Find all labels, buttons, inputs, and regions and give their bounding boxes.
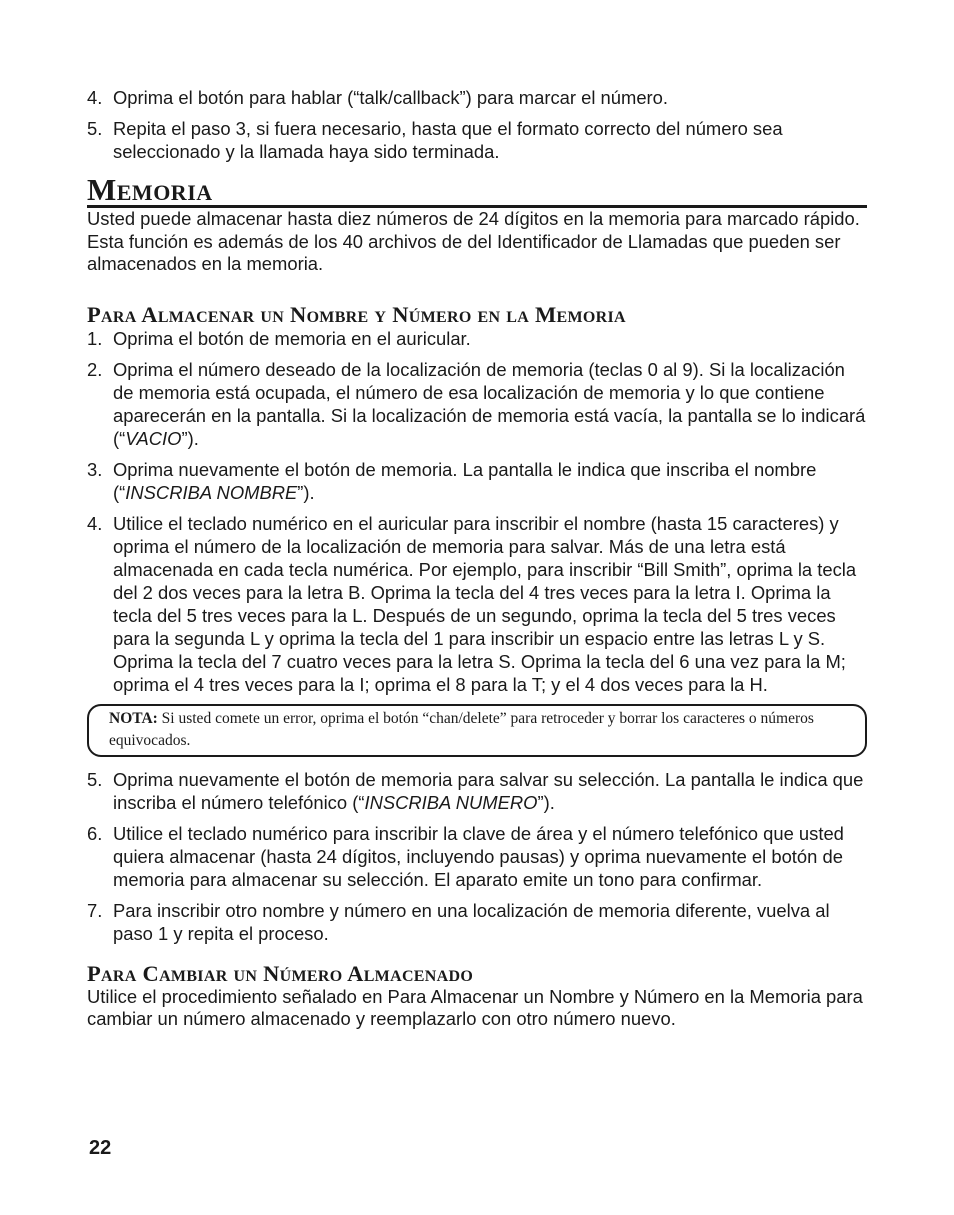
step-text: Oprima nuevamente el botón de memoria para salvar su selección. La pantalla le indica que inscriba el número telefónico (“ [113, 768, 864, 813]
display-message: INSCRIBA NOMBRE [125, 481, 298, 503]
step-text: Oprima el botón para hablar (“talk/callback”) para marcar el número. [113, 87, 669, 108]
step-text: Oprima nuevamente el botón de memoria. La pantalla le indica que inscriba el nombre (“ [113, 458, 817, 503]
note-box [87, 704, 867, 757]
change-heading: Para Cambiar un Número Almacenado [87, 960, 474, 986]
manual-page [87, 86, 867, 1031]
step-text: Oprima el botón de memoria en el auricular. [113, 327, 471, 349]
step-number: 6. [87, 822, 103, 844]
step-number: 7. [87, 899, 103, 921]
display-message: VACIO [125, 427, 182, 449]
step-number: 4. [87, 512, 103, 534]
store-step-4 [87, 512, 867, 696]
store-steps [87, 327, 867, 696]
step-text: Utilice el teclado numérico en el auricular para inscribir el nombre (hasta 15 caracteres) y oprima el número de la localización de memoria para salvar. Más de una letra está almacenada en cada tecla numérica. Por ejemplo, para inscribir “Bill Smith”, oprima la tecla del 2 dos veces para la letra B. Oprima la tecla del 4 tres veces para la letra I. Oprima la tecla del 5 tres veces para la L. Después de un segundo, oprima la tecla del 5 tres veces para la segunda L y oprima la tecla del 1 para inscribir un espacio entre las letras L y S. Oprima la tecla del 7 cuatro veces para la letra S. Oprima la tecla del 6 una vez para la M; oprima el 4 tres veces para la I; oprima el 8 para la T; y el 4 dos veces para la H. [113, 512, 857, 695]
step-number: 5. [87, 118, 103, 139]
step-number: 1. [87, 327, 103, 349]
step-text-end: ”). [297, 481, 315, 503]
step-text: Repita el paso 3, si fuera necesario, hasta que el formato correcto del número sea seleccionado y la llamada haya sido terminada. [113, 118, 783, 162]
step-number: 2. [87, 358, 103, 380]
intro-step-5 [87, 117, 867, 163]
store-step-7 [87, 899, 867, 945]
store-step-1 [87, 327, 867, 350]
store-steps-continued [87, 768, 867, 945]
step-text: Oprima el número deseado de la localización de memoria (teclas 0 al 9). Si la localización de memoria está ocupada, el número de esa localización de memoria y lo que contiene aparecerán en la pantalla. Si la localización de memoria está vacía, la pantalla se lo indicará (“ [113, 358, 866, 449]
page-number: 22 [89, 1137, 112, 1159]
store-step-2 [87, 358, 867, 450]
step-number: 3. [87, 458, 103, 480]
store-step-5 [87, 768, 867, 814]
step-text-end: ”). [537, 791, 555, 813]
intro-steps [87, 86, 867, 163]
note-text: Si usted comete un error, oprima el botón “chan/delete” para retroceder y borrar los caracteres o números equivocados. [109, 709, 814, 749]
store-step-6 [87, 822, 867, 891]
intro-step-4 [87, 86, 867, 109]
change-description: Utilice el procedimiento señalado en Para Almacenar un Nombre y Número en la Memoria para cambiar un número almacenado y reemplazarlo con otro número nuevo. [87, 985, 863, 1029]
store-heading: Para Almacenar un Nombre y Número en la Memoria [87, 301, 626, 327]
step-text: Utilice el teclado numérico para inscribir la clave de área y el número telefónico que usted quiera almacenar (hasta 24 dígitos, incluyendo pausas) y oprima nuevamente el botón de memoria para almacenar su selección. El aparato emite un tono para confirmar. [113, 822, 844, 890]
step-text: Para inscribir otro nombre y número en una localización de memoria diferente, vuelva al paso 1 y repita el proceso. [113, 899, 830, 944]
step-text-end: ”). [181, 427, 199, 449]
note-label: NOTA: [109, 709, 158, 727]
memoria-heading: Memoria [87, 175, 867, 208]
memoria-description: Usted puede almacenar hasta diez números de 24 dígitos en la memoria para marcado rápido. Esta función es además de los 40 archivos de del Identificador de Llamadas que pueden ser almacenados en la memoria. [87, 208, 860, 274]
display-message: INSCRIBA NUMERO [364, 791, 538, 813]
step-number: 5. [87, 768, 103, 790]
step-number: 4. [87, 87, 103, 108]
store-step-3 [87, 458, 867, 504]
